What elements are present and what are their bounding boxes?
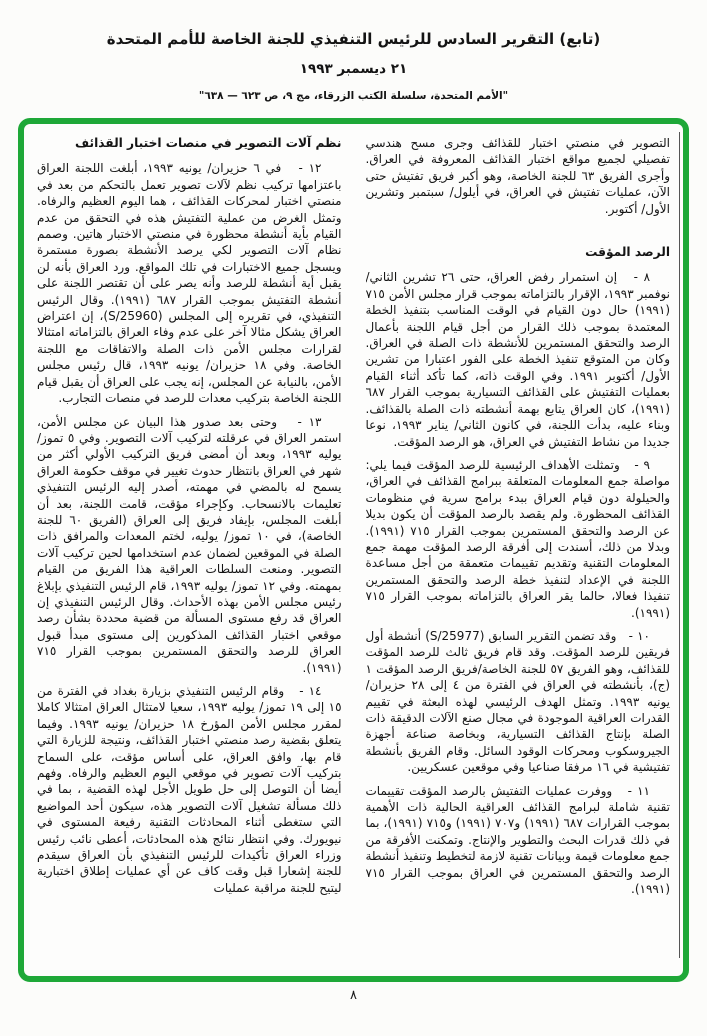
- document-header: [0, 0, 707, 102]
- content-border-box: [18, 118, 689, 982]
- document-date: ٢١ ديسمبر ١٩٩٣: [299, 61, 408, 77]
- column-right: [366, 135, 671, 968]
- paragraph-12: ١٢ - في ٦ حزيران/ يونيه ١٩٩٣، أبلغت اللجنة العراق باعتزامها تركيب نظم لآلات تصوير تعمل بالتحكم من بعد في منصتي اختبار لمحركات القذائف ، هما اليوم العظيم والرفاه. وتمثل الغرض من عملية التفتيش هذه في التحقق من عدم القيام بأية أنشطة محظورة في منصتي الاختبار هاتين. وصمم نظام آلات التصوير لكي يرصد الأنشطة بصورة مستمرة ويسجل جميع الاختبارات في تلك المواقع. ورد العراق بأنه لن يقبل أية أنشطة للرصد وأنه يصر على أن تقتصر اللجنة على أنشطة التفتيش بموجب القرار ٦٨٧ (١٩٩١). وقال الرئيس التنفيذي، في تقريره إلى المجلس (S/25960)، إن اعتراض العراق يشكل مثالا آخر على عدم وفاء العراق بالتزاماته امتثالا لقرارات مجلس الأمن ذات الصلة والاتفاقات مع اللجنة الخاصة. وفي ١٨ حزيران/ يونيه ١٩٩٣، قال رئيس مجلس الأمن، بالنيابة عن المجلس، إنه يجب على العراق أن يقبل قيام اللجنة الخاصة بتركيب معدات للرصد في منصات التجارب.: [37, 161, 342, 406]
- column-left: [37, 135, 342, 968]
- paragraph-continuation: التصوير في منصتي اختبار للقذائف وجرى مسح هندسي تفصيلي لجميع مواقع اختبار القذائف المعروفة في العراق. وأجرى الفريق ٦٣ للجنة الخاصة، وهو أكبر فريق تفتيش حتى الآن، عمليات تفتيش في العراق، في أيلول/ سبتمبر وتشرين الأول/ أكتوبر.: [365, 136, 670, 216]
- two-column-layout: [37, 135, 670, 968]
- paragraph-10: ١٠ - وقد تضمن التقرير السابق (S/25977) أنشطة أول فريقين للرصد المؤقت. وقد قام فريق ثالث للرصد المؤقت للقذائف، وهو الفريق ٥٧ للجنة الخاصة/فريق الرصد المؤقت ١ (ج)، بأنشطته في العراق في الفترة من ٤ إلى ٢٨ حزيران/ يونيه ١٩٩٣. وتمثل الهدف الرئيسي لهذه البعثة في تقييم القدرات العراقية الموجودة في مجال صنع الآلات الدقيقة ذات الصلة بإنتاج القذائف التسيارية، وبخاصة صناعة أجهزة الجيروسكوب ومحركات الوقود السائل. وقام الفريق بأنشطة تفتيشية في ١٦ مرفقا صناعيا وفي موقعين عسكريين.: [365, 628, 670, 775]
- document-title: (تابع) التقرير السادس للرئيس التنفيذي للجنة الخاصة للأمم المتحدة: [106, 30, 601, 48]
- section-heading-camera-systems: نظم آلات التصوير في منصات اختبار القذائف: [74, 136, 342, 150]
- page-number: ٨: [350, 988, 357, 1003]
- paragraph-13: ١٣ - وحتى بعد صدور هذا البيان عن مجلس الأمن، استمر العراق في عرقلته لتركيب آلات التصوير. وفي ٥ تموز/ يوليه ١٩٩٣، وبعد أن أمضى فريق التركيب الأولي أكثر من شهر في العراق بانتظار حدوث تغيير في موقف حكومة العراق يسمح له بالمضي في مهمته، أصدر إليه الرئيس التنفيذي تعليمات بالانسحاب. وكإجراء مؤقت، قامت اللجنة، بعد أن أبلغت المجلس، بإيفاد فريق إلى العراق (الفريق ٦٠ للجنة الخاصة)، في ١٠ تموز/ يوليه، لختم المعدات والمرافق ذات الصلة في الموقعين لضمان عدم استخدامها لحين تركيب آلات التصوير. ومنعت السلطات العراقية هذا الفريق من القيام بمهمته. وفي ١٢ تموز/ يوليه ١٩٩٣، قام الرئيس التنفيذي بإبلاغ رئيس مجلس الأمن بهذه الأحداث. وقال الرئيس التنفيذي إن العراق قد رفع مستوى المسألة من قضية محددة بشأن رصد موقعي اختبار القذائف المذكورين إلى مستوى مبدأ قبول العراق للرصد والتحقق المستمرين بموجب القرار ٧١٥ (١٩٩١).: [37, 414, 342, 675]
- paragraph-14: ١٤ - وقام الرئيس التنفيذي بزيارة بغداد في الفترة من ١٥ إلى ١٩ تموز/ يوليه ١٩٩٣، سعيا لامتثال العراق امتثالا كاملا لمقرر مجلس الأمن المؤرخ ١٨ حزيران/ يونيه ١٩٩٣. وفيما يتعلق بقضية رصد منصتي اختبار القذائف، ونتيجة للزيارة التي قام بها، وافق العراق، على أساس مؤقت، على السماح بتركيب آلات تصوير في موقعي اليوم العظيم والرفاه. وفهم أيضا أن التوصل إلى حل طويل الأجل لهذه القضية ، بما في ذلك مسألة تشغيل آلات التصوير هذه، سيكون أحد المواضيع التي ستغطى أثناء المحادثات التقنية رفيعة المستوى في نيويورك. وفي انتظار نتائج هذه المحادثات، أعطى نائب رئيس وزراء العراق تأكيدات للرئيس التنفيذي بأن العراق سيقدم للجنة إشعارا قبل وقت كاف عن أي عمليات إطلاق اختبارية ليتيح للجنة مراقبة عمليات: [37, 684, 342, 895]
- document-body: [24, 124, 683, 976]
- document-source-citation: "الأمم المتحدة، سلسلة الكتب الزرقاء، مج ٩، ص ٦٢٣ — ٦٣٨": [198, 90, 509, 102]
- paragraph-11: ١١ - ووفرت عمليات التفتيش بالرصد المؤقت تقييمات تقنية شاملة لبرامج القذائف العراقية الحالية ذات الأهمية بموجب القرارات ٦٨٧ (١٩٩١) و٧٠٧ (١٩٩١) و٧١٥ (١٩٩١)، بما في ذلك قدرات البحث والتطوير والإنتاج. وتمكنت الأفرقة من جمع معلومات قيمة وبيانات تقنية لازمة لتخطيط وتنفيذ أنشطة الرصد والتحقق المستمرين في العراق بموجب القرار ٧١٥ (١٩٩١).: [365, 783, 670, 897]
- paragraph-9: ٩ - وتمثلت الأهداف الرئيسية للرصد المؤقت فيما يلي: مواصلة جمع المعلومات المتعلقة ببرامج القذائف في العراق، والحيلولة دون قيام العراق ببدء برامج سرية في منظومات القذائف المحظورة. ولم يقصد بالرصد المؤقت أن يكون بديلا عن الرصد والتحقق المستمرين بموجب القرار ٧١٥ (١٩٩١). وبدلا من ذلك، أسندت إلى أفرقة الرصد المؤقت مهمة جمع المعلومات التقنية وتقديم تقييمات متعمقة من أجل مساعدة اللجنة في الإعداد لتنفيذ خطة الرصد والتحقق المستمرين تنفيذا فعالا، حالما يقر العراق بالتزاماته بموجب القرار ٧١٥ (١٩٩١).: [365, 457, 670, 620]
- paragraph-8: ٨ - إن استمرار رفض العراق، حتى ٢٦ تشرين الثاني/ نوفمبر ١٩٩٣، الإقرار بالتزاماته بموجب قرار مجلس الأمن ٧١٥ (١٩٩١) حال دون القيام في الوقت المناسب بتنفيذ الخطة المعتمدة بموجب ذلك القرار من أجل قيام اللجنة بأعمال الرصد والتحقق المستمرين للأنشطة ذات الصلة في العراق. وكان من المتوقع تنفيذ الخطة على الفور اعتبارا من تشرين الأول/ أكتوبر ١٩٩١. وفي الوقت ذاته، كما تأكد أثناء القيام بعمليات التفتيش على القذائف التسيارية بموجب القرار ٦٨٧ (١٩٩١)، كان العراق يتابع بهمة أنشطته ذات الصلة بالقذائف. وبناء عليه، بدأت اللجنة، في كانون الثاني/ يناير ١٩٩٣، نوعا جديدا من نشاط التفتيش في العراق، هو الرصد المؤقت.: [365, 270, 670, 449]
- section-heading-interim-monitoring: الرصد المؤقت: [585, 245, 670, 260]
